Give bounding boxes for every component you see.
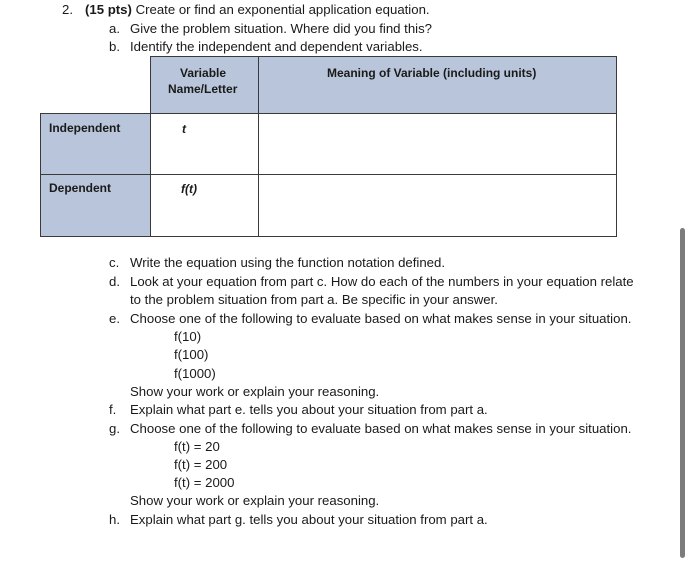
part-e-text: Choose one of the following to evaluate based on what makes sense in your situation. — [130, 311, 632, 326]
part-f-letter: f. — [109, 402, 117, 417]
part-g-option: f(t) = 2000 — [174, 475, 235, 490]
part-d-line2: to the problem situation from part a. Be specific in your answer. — [130, 292, 498, 307]
part-c-letter: c. — [109, 255, 120, 270]
independent-variable: t — [182, 122, 186, 136]
part-h-letter: h. — [109, 512, 120, 527]
dependent-meaning-cell[interactable] — [259, 175, 617, 237]
dependent-variable-cell[interactable] — [151, 175, 259, 237]
part-g-option: f(t) = 200 — [174, 457, 228, 472]
part-b-letter: b. — [109, 39, 120, 54]
table-corner-cell — [41, 57, 151, 114]
part-h-text: Explain what part g. tells you about your situation from part a. — [130, 512, 488, 527]
row-label-independent: Independent — [49, 121, 121, 135]
table-row — [41, 175, 617, 237]
question-points: (15 pts) — [85, 2, 132, 17]
part-e-followup: Show your work or explain your reasoning. — [130, 384, 380, 399]
part-e-option: f(10) — [174, 329, 202, 344]
question-heading — [85, 2, 430, 17]
vertical-scrollbar[interactable] — [680, 228, 685, 558]
part-b-text: Identify the independent and dependent variables. — [130, 39, 423, 54]
part-e-option: f(100) — [174, 347, 209, 362]
variables-table — [40, 56, 617, 237]
part-f-text: Explain what part e. tells you about your situation from part a. — [130, 402, 488, 417]
part-a-letter: a. — [109, 21, 120, 36]
header-variable-cell — [151, 57, 259, 114]
part-d-letter: d. — [109, 274, 120, 289]
independent-variable-cell[interactable] — [151, 114, 259, 175]
dependent-variable: f(t) — [181, 182, 197, 196]
header-meaning: Meaning of Variable (including units) — [327, 66, 537, 80]
header-variable-line1: Variable — [180, 66, 227, 80]
part-g-letter: g. — [109, 421, 120, 436]
row-label-independent-cell — [41, 114, 151, 175]
part-e-letter: e. — [109, 311, 120, 326]
header-meaning-cell — [259, 57, 617, 114]
part-g-followup: Show your work or explain your reasoning. — [130, 493, 380, 508]
part-g-text: Choose one of the following to evaluate based on what makes sense in your situation. — [130, 421, 632, 436]
row-label-dependent: Dependent — [49, 181, 112, 195]
part-e-option: f(1000) — [174, 366, 216, 381]
part-c-text: Write the equation using the function notation defined. — [130, 255, 446, 270]
part-d-line1: Look at your equation from part c. How do each of the numbers in your equation relate — [130, 274, 634, 289]
row-label-dependent-cell — [41, 175, 151, 237]
part-g-option: f(t) = 20 — [174, 439, 220, 454]
table-row — [41, 114, 617, 175]
question-number: 2. — [62, 2, 73, 17]
table-header-row — [41, 57, 617, 114]
header-variable-line2: Name/Letter — [168, 82, 238, 96]
part-a-text: Give the problem situation. Where did you find this? — [130, 21, 433, 36]
independent-meaning-cell[interactable] — [259, 114, 617, 175]
question-prompt: Create or find an exponential application equation. — [135, 2, 430, 17]
